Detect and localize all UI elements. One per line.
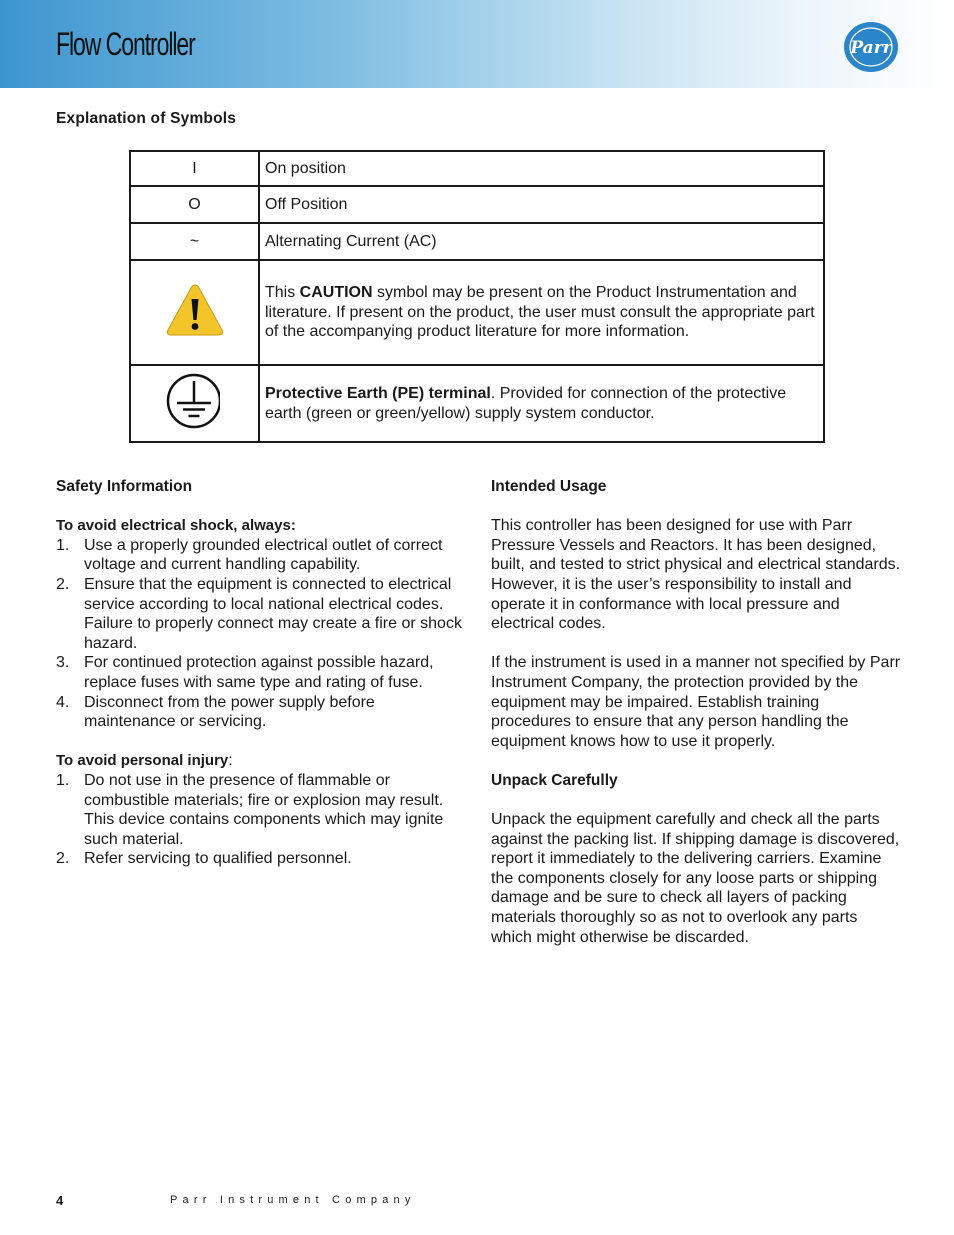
- injury-list: [56, 771, 466, 869]
- table-row: [130, 365, 824, 442]
- list-item: 1. Do not use in the presence of flammable or combustible materials; fire or explosion may result. This device contains components which may ignite such material.: [56, 771, 444, 848]
- safety-section: [56, 477, 466, 869]
- symbols-table: [129, 150, 825, 443]
- usage-paragraph-1: This controller has been designed for use with Parr Pressure Vessels and Reactors. It has been designed, built, and tested to strict physical and electrical standards. However, it is the user’s responsibility to install and operate it in conformance with local pressure and electrical codes.: [491, 517, 901, 633]
- caution-description: This CAUTION symbol may be present on the Product Instrumentation and literature. If present on the product, the user must consult the appropriate part of the accompanying product literature for more information.: [259, 260, 824, 365]
- table-row: [130, 260, 824, 365]
- unpack-paragraph: Unpack the equipment carefully and check all the parts against the packing list. If shipping damage is discovered, report it immediately to the delivering carriers. Examine the components closely for any loose parts or shipping damage and be sure to check all layers of packing materials thoroughly so as not to overlook any parts which might otherwise be discarded.: [491, 811, 900, 946]
- page-number: 4: [56, 1193, 64, 1208]
- unpack-heading: Unpack Carefully: [491, 771, 618, 789]
- logo-text: Parr: [850, 38, 892, 58]
- caution-triangle-icon: [165, 282, 225, 338]
- earth-cell: [130, 365, 259, 442]
- shock-heading: To avoid electrical shock, always:: [56, 517, 296, 535]
- footer-company: Parr Instrument Company: [170, 1194, 416, 1206]
- safety-heading: Safety Information: [56, 478, 193, 495]
- table-row: [130, 151, 824, 186]
- caution-cell: [130, 260, 259, 365]
- symbol-ac: ~: [130, 223, 259, 260]
- usage-section: [491, 477, 901, 947]
- table-row: [130, 223, 824, 260]
- symbol-description: Alternating Current (AC): [259, 223, 824, 260]
- symbol-off: O: [130, 186, 259, 223]
- symbols-heading: Explanation of Symbols: [56, 110, 237, 127]
- document-title: Flow Controller: [56, 26, 195, 62]
- shock-list: [56, 536, 466, 732]
- list-item: 4. Disconnect from the power supply before maintenance or servicing.: [56, 693, 375, 731]
- page-header: [0, 0, 954, 88]
- list-item: 2. Ensure that the equipment is connected to electrical service according to local national electrical codes. Failure to properly connect may create a fire or shock hazard.: [56, 575, 462, 652]
- table-row: [130, 186, 824, 223]
- parr-logo: [842, 21, 900, 73]
- symbol-description: Off Position: [259, 186, 824, 223]
- symbol-on: I: [130, 151, 259, 186]
- protective-earth-icon: [164, 372, 226, 430]
- symbol-description: On position: [259, 151, 824, 186]
- usage-paragraph-2: If the instrument is used in a manner not specified by Parr Instrument Company, the protection provided by the equipment may be impaired. Establish training procedures to ensure that any person handling the equipment knows how to use it properly.: [491, 654, 901, 750]
- list-item: 2. Refer servicing to qualified personnel.: [56, 850, 352, 868]
- usage-heading: Intended Usage: [491, 478, 607, 495]
- injury-heading: To avoid personal injury:: [56, 752, 233, 770]
- list-item: 3. For continued protection against possible hazard, replace fuses with same type and rating of fuse.: [56, 654, 434, 691]
- list-item: 1. Use a properly grounded electrical outlet of correct voltage and current handling capability.: [56, 536, 443, 574]
- earth-description: Protective Earth (PE) terminal. Provided for connection of the protective earth (green or green/yellow) supply system conductor.: [259, 365, 824, 442]
